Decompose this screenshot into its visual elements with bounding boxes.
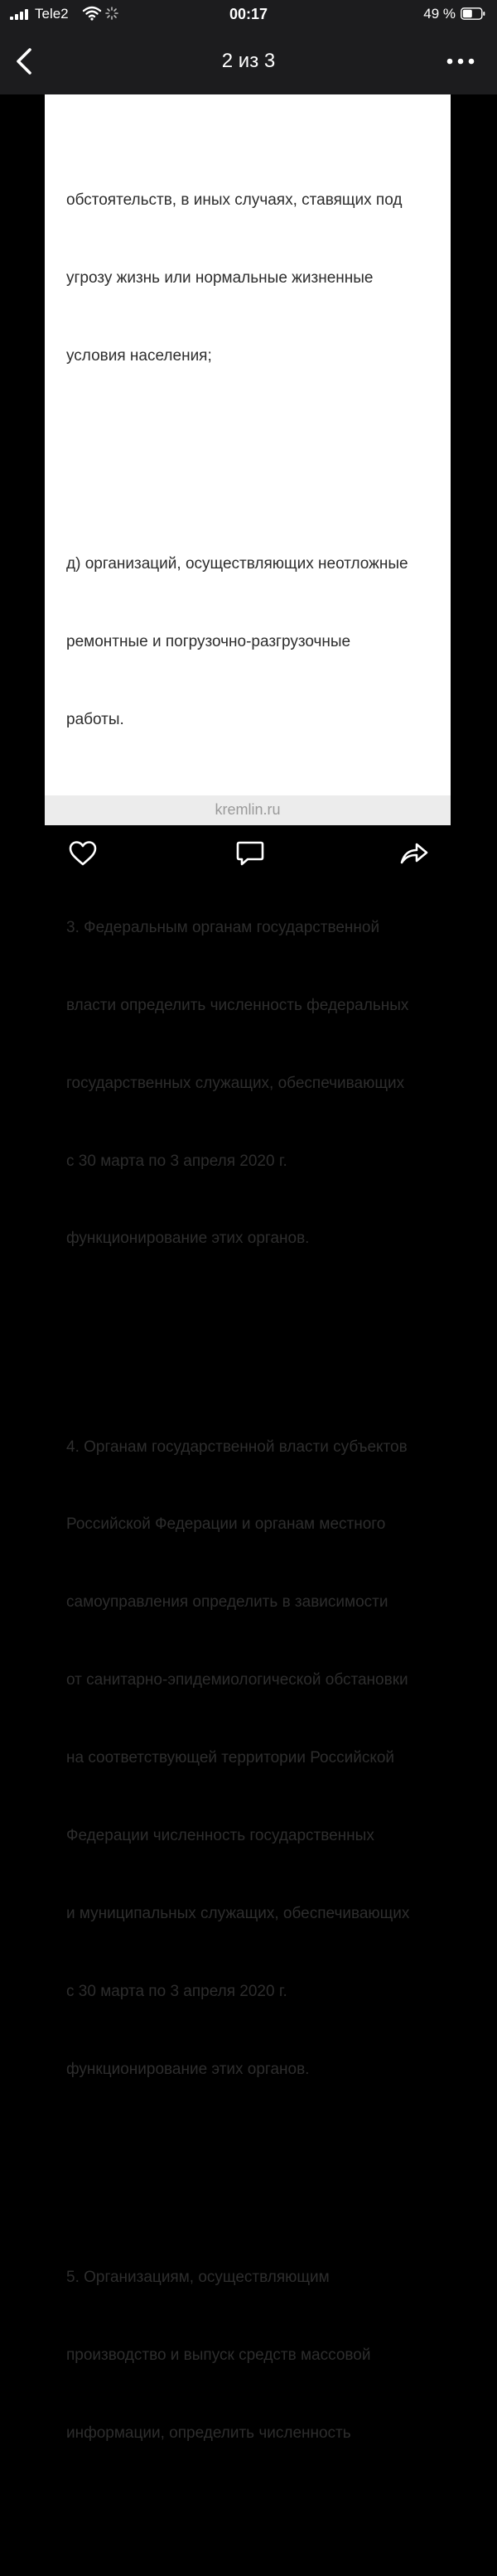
status-bar <box>0 0 497 28</box>
text-line: от санитарно-эпидемиологической обстановки <box>66 1671 408 1689</box>
paragraph-d <box>66 499 439 784</box>
battery-percentage: 49 % <box>423 6 456 22</box>
text-line: государственных служащих, обеспечивающих <box>66 1074 405 1092</box>
text-line: Российской Федерации и органам местного <box>66 1515 386 1534</box>
source-footer <box>45 795 451 825</box>
more-dots-icon[interactable] <box>446 53 475 70</box>
bottom-toolbar <box>0 825 497 883</box>
text-line: условия населения; <box>66 346 212 365</box>
paragraph-c-end <box>66 136 439 421</box>
text-line: самоуправления определить в зависимости <box>66 1593 388 1612</box>
paragraph-4 <box>66 1382 439 2134</box>
source-url[interactable]: kremlin.ru <box>215 801 281 818</box>
text-line: функционирование этих органов. <box>66 2060 310 2078</box>
share-icon[interactable] <box>399 840 429 867</box>
text-line: власти определить численность федеральных <box>66 996 409 1014</box>
page-counter-title: 2 из 3 <box>221 50 276 72</box>
paragraph-3 <box>66 863 439 1303</box>
text-line: информации, определить численность <box>66 2424 351 2442</box>
text-line: функционирование этих органов. <box>66 1230 310 1248</box>
carrier-name: Tele2 <box>35 6 69 22</box>
heart-icon[interactable] <box>68 840 98 867</box>
status-time: 00:17 <box>229 6 268 22</box>
text-line: с 30 марта по 3 апреля 2020 г. <box>66 1152 287 1170</box>
text-line: 4. Органам государственной власти субъектов <box>66 1438 408 1456</box>
text-line: 3. Федеральным органам государственной <box>66 918 380 936</box>
comment-icon[interactable] <box>235 840 265 867</box>
text-line: ремонтные и погрузочно-разгрузочные <box>66 632 351 650</box>
text-line: с 30 марта по 3 апреля 2020 г. <box>66 1982 287 2000</box>
text-line: обстоятельств, в иных случаях, ставящих под <box>66 191 403 210</box>
document-page[interactable] <box>45 94 451 2442</box>
article-text <box>66 84 439 2576</box>
text-line: Федерации численность государственных <box>66 1827 374 1844</box>
text-line: работы. <box>66 710 124 728</box>
text-line: на соответствующей территории Российской <box>66 1749 395 1767</box>
text-line: производство и выпуск средств массовой <box>66 2346 371 2364</box>
text-line: д) организаций, осуществляющих неотложные <box>66 555 408 573</box>
text-line: 5. Организациям, осуществляющим <box>66 2268 330 2286</box>
text-line: и муниципальных служащих, обеспечивающих <box>66 1904 410 1922</box>
text-line: угрозу жизнь или нормальные жизненные <box>66 269 374 288</box>
battery-icon <box>461 7 485 20</box>
paragraph-5 <box>66 2212 439 2497</box>
